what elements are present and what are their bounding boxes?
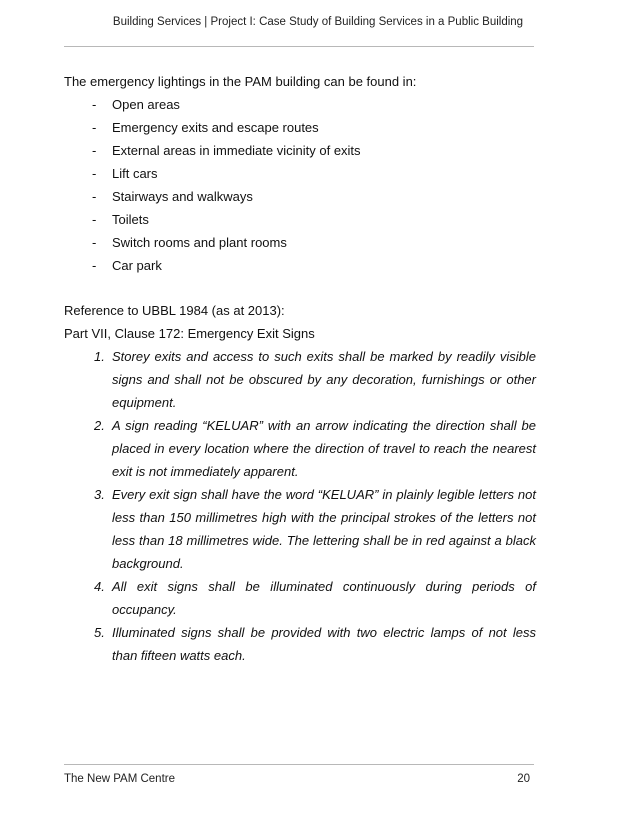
- list-item-text: Emergency exits and escape routes: [112, 120, 319, 135]
- footer-divider: [64, 764, 534, 765]
- clause-number: 2.: [94, 418, 105, 433]
- list-item-text: Car park: [112, 258, 162, 273]
- clause-list: [64, 345, 536, 667]
- list-item: [64, 208, 536, 231]
- clause-number: 3.: [94, 487, 105, 502]
- clause-number: 4.: [94, 579, 105, 594]
- clause-item: [64, 345, 536, 414]
- list-item: [64, 254, 536, 277]
- clause-text: All exit signs shall be illuminated continuously during periods of occupancy.: [112, 579, 536, 617]
- clause-text: Every exit sign shall have the word “KELUAR” in plainly legible letters not less than 150 millimetres high with the principal strokes of the letters not less than 18 millimetres wide. The lettering shall be in red against a black background.: [112, 487, 536, 571]
- clause-heading: Part VII, Clause 172: Emergency Exit Signs: [64, 326, 315, 341]
- page-body: [64, 70, 536, 667]
- list-item-text: Toilets: [112, 212, 149, 227]
- clause-text: Illuminated signs shall be provided with two electric lamps of not less than fifteen watts each.: [112, 625, 536, 663]
- bullet-marker: -: [92, 189, 97, 204]
- clause-item: [64, 483, 536, 575]
- clause-item: [64, 621, 536, 667]
- list-item: [64, 231, 536, 254]
- list-item-text: Switch rooms and plant rooms: [112, 235, 287, 250]
- clause-text: A sign reading “KELUAR” with an arrow indicating the direction shall be placed in every location where the direction of travel to reach the nearest exit is not immediately apparent.: [112, 418, 536, 479]
- list-item: [64, 116, 536, 139]
- clause-number: 1.: [94, 349, 105, 364]
- emergency-lighting-locations-list: [64, 93, 536, 277]
- clause-number: 5.: [94, 625, 105, 640]
- reference-line: Reference to UBBL 1984 (as at 2013):: [64, 303, 285, 318]
- page-number: 20: [517, 773, 530, 785]
- bullet-marker: -: [92, 143, 97, 158]
- clause-item: [64, 414, 536, 483]
- footer-title: The New PAM Centre: [64, 773, 175, 785]
- page-header: Building Services | Project I: Case Study of Building Services in a Public Building: [112, 16, 524, 28]
- list-item-text: External areas in immediate vicinity of exits: [112, 143, 361, 158]
- bullet-marker: -: [92, 166, 97, 181]
- list-item: [64, 93, 536, 116]
- clause-item: [64, 575, 536, 621]
- bullet-marker: -: [92, 97, 97, 112]
- list-item: [64, 162, 536, 185]
- header-divider: [64, 46, 534, 47]
- list-item-text: Open areas: [112, 97, 180, 112]
- intro-paragraph: The emergency lightings in the PAM building can be found in:: [64, 74, 417, 89]
- bullet-marker: -: [92, 258, 97, 273]
- list-item: [64, 139, 536, 162]
- list-item-text: Stairways and walkways: [112, 189, 253, 204]
- list-item-text: Lift cars: [112, 166, 158, 181]
- bullet-marker: -: [92, 212, 97, 227]
- list-item: [64, 185, 536, 208]
- clause-text: Storey exits and access to such exits shall be marked by readily visible signs and shall not be obscured by any decoration, furnishings or other equipment.: [112, 349, 536, 410]
- bullet-marker: -: [92, 120, 97, 135]
- bullet-marker: -: [92, 235, 97, 250]
